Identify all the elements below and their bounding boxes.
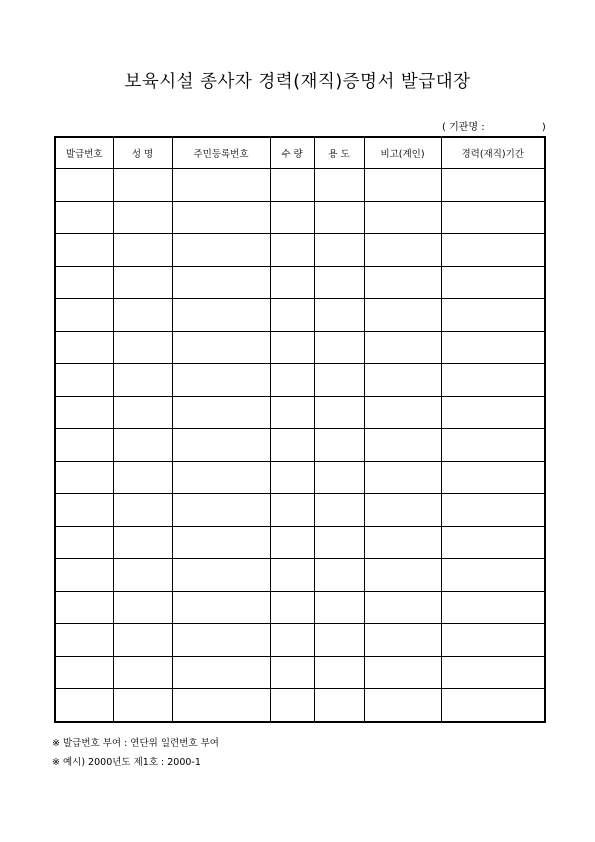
- table-row: [55, 396, 545, 429]
- table-cell[interactable]: [172, 591, 270, 624]
- table-cell[interactable]: [270, 559, 314, 592]
- table-cell[interactable]: [441, 494, 545, 527]
- table-row: [55, 429, 545, 462]
- table-cell[interactable]: [55, 396, 113, 429]
- table-cell[interactable]: [314, 461, 364, 494]
- table-cell[interactable]: [270, 299, 314, 332]
- table-cell[interactable]: [441, 169, 545, 202]
- table-cell[interactable]: [172, 364, 270, 397]
- table-cell[interactable]: [172, 559, 270, 592]
- table-cell[interactable]: [364, 526, 441, 559]
- table-cell[interactable]: [55, 526, 113, 559]
- column-header-purpose: 용 도: [314, 137, 364, 169]
- table-cell[interactable]: [314, 299, 364, 332]
- table-cell[interactable]: [314, 656, 364, 689]
- table-cell[interactable]: [113, 364, 172, 397]
- table-cell[interactable]: [55, 364, 113, 397]
- table-cell[interactable]: [441, 364, 545, 397]
- table-cell[interactable]: [441, 299, 545, 332]
- table-cell[interactable]: [113, 201, 172, 234]
- table-cell[interactable]: [364, 266, 441, 299]
- table-cell[interactable]: [172, 526, 270, 559]
- table-cell[interactable]: [441, 266, 545, 299]
- table-cell[interactable]: [270, 494, 314, 527]
- table-cell[interactable]: [270, 461, 314, 494]
- table-cell[interactable]: [55, 559, 113, 592]
- table-cell[interactable]: [314, 494, 364, 527]
- table-cell[interactable]: [172, 461, 270, 494]
- table-cell[interactable]: [55, 591, 113, 624]
- table-cell[interactable]: [113, 591, 172, 624]
- table-cell[interactable]: [55, 624, 113, 657]
- issuance-ledger-table: [54, 136, 546, 723]
- table-cell[interactable]: [364, 624, 441, 657]
- table-row: [55, 559, 545, 592]
- table-cell[interactable]: [113, 526, 172, 559]
- table-cell[interactable]: [113, 656, 172, 689]
- table-cell[interactable]: [55, 331, 113, 364]
- table-cell[interactable]: [270, 624, 314, 657]
- table-cell[interactable]: [364, 461, 441, 494]
- table-cell[interactable]: [441, 396, 545, 429]
- table-cell[interactable]: [314, 396, 364, 429]
- table-cell[interactable]: [314, 331, 364, 364]
- column-header-name: 성 명: [113, 137, 172, 169]
- table-cell[interactable]: [314, 364, 364, 397]
- table-cell[interactable]: [364, 494, 441, 527]
- table-cell[interactable]: [364, 656, 441, 689]
- table-cell[interactable]: [270, 364, 314, 397]
- table-cell[interactable]: [113, 299, 172, 332]
- table-cell[interactable]: [113, 559, 172, 592]
- table-cell[interactable]: [314, 266, 364, 299]
- table-cell[interactable]: [314, 429, 364, 462]
- table-cell[interactable]: [441, 201, 545, 234]
- table-cell[interactable]: [113, 461, 172, 494]
- table-cell[interactable]: [172, 299, 270, 332]
- table-row: [55, 494, 545, 527]
- column-header-quantity: 수 량: [270, 137, 314, 169]
- agency-name-label: ( 기관명 : ): [442, 122, 546, 133]
- table-cell[interactable]: [113, 494, 172, 527]
- table-cell[interactable]: [113, 234, 172, 267]
- column-header-issue-number: 발급번호: [55, 137, 113, 169]
- table-cell[interactable]: [172, 689, 270, 722]
- table-cell[interactable]: [364, 169, 441, 202]
- table-cell[interactable]: [314, 559, 364, 592]
- page-title: 보육시설 종사자 경력(재직)증명서 발급대장: [124, 72, 471, 92]
- table-row: [55, 299, 545, 332]
- table-row: [55, 461, 545, 494]
- table-cell[interactable]: [364, 234, 441, 267]
- table-cell[interactable]: [314, 234, 364, 267]
- table-cell[interactable]: [55, 234, 113, 267]
- table-row: [55, 364, 545, 397]
- table-cell[interactable]: [441, 526, 545, 559]
- table-cell[interactable]: [270, 396, 314, 429]
- table-row: [55, 331, 545, 364]
- table-cell[interactable]: [55, 299, 113, 332]
- table-cell[interactable]: [314, 526, 364, 559]
- table-cell[interactable]: [55, 656, 113, 689]
- table-cell[interactable]: [270, 656, 314, 689]
- table-cell[interactable]: [441, 591, 545, 624]
- table-cell[interactable]: [270, 591, 314, 624]
- table-row: [55, 591, 545, 624]
- table-cell[interactable]: [364, 429, 441, 462]
- table-cell[interactable]: [172, 396, 270, 429]
- table-row: [55, 169, 545, 202]
- table-cell[interactable]: [441, 461, 545, 494]
- table-cell[interactable]: [364, 559, 441, 592]
- table-cell[interactable]: [113, 429, 172, 462]
- table-row: [55, 201, 545, 234]
- table-cell[interactable]: [314, 689, 364, 722]
- table-cell[interactable]: [172, 201, 270, 234]
- table-cell[interactable]: [314, 591, 364, 624]
- note-example: ※ 예시) 2000년도 제1호 : 2000-1: [52, 757, 201, 768]
- table-cell[interactable]: [55, 461, 113, 494]
- table-cell[interactable]: [314, 169, 364, 202]
- table-cell[interactable]: [364, 364, 441, 397]
- column-header-resident-number: 주민등록번호: [172, 137, 270, 169]
- table-cell[interactable]: [113, 169, 172, 202]
- table-cell[interactable]: [364, 396, 441, 429]
- table-row: [55, 624, 545, 657]
- table-cell[interactable]: [314, 624, 364, 657]
- table-cell[interactable]: [113, 624, 172, 657]
- table-cell[interactable]: [364, 591, 441, 624]
- table-cell[interactable]: [270, 429, 314, 462]
- table-cell[interactable]: [172, 169, 270, 202]
- table-cell[interactable]: [270, 201, 314, 234]
- table-cell[interactable]: [441, 656, 545, 689]
- table-cell[interactable]: [55, 429, 113, 462]
- table-header-row: [55, 137, 545, 169]
- column-header-career-period: 경력(재직)기간: [441, 137, 545, 169]
- table-cell[interactable]: [172, 429, 270, 462]
- table-cell[interactable]: [55, 266, 113, 299]
- table-cell[interactable]: [172, 266, 270, 299]
- table-cell[interactable]: [270, 234, 314, 267]
- table-cell[interactable]: [441, 331, 545, 364]
- table-cell[interactable]: [172, 494, 270, 527]
- table-cell[interactable]: [55, 689, 113, 722]
- table-cell[interactable]: [113, 266, 172, 299]
- table-cell[interactable]: [441, 689, 545, 722]
- table-row: [55, 266, 545, 299]
- table-cell[interactable]: [364, 299, 441, 332]
- table-cell[interactable]: [270, 331, 314, 364]
- table-cell[interactable]: [270, 266, 314, 299]
- table-row: [55, 526, 545, 559]
- table-cell[interactable]: [441, 234, 545, 267]
- table-cell[interactable]: [55, 494, 113, 527]
- table-cell[interactable]: [270, 526, 314, 559]
- table-row: [55, 234, 545, 267]
- note-issue-number: ※ 발급번호 부여 : 연단위 일련번호 부여: [52, 738, 219, 749]
- column-header-remarks: 비고(계인): [364, 137, 441, 169]
- table-cell[interactable]: [172, 656, 270, 689]
- table-cell[interactable]: [441, 559, 545, 592]
- table-cell[interactable]: [364, 201, 441, 234]
- table-cell[interactable]: [314, 201, 364, 234]
- table-cell[interactable]: [270, 689, 314, 722]
- table-cell[interactable]: [270, 169, 314, 202]
- table-cell[interactable]: [113, 689, 172, 722]
- table-cell[interactable]: [172, 331, 270, 364]
- table-cell[interactable]: [172, 624, 270, 657]
- table-cell[interactable]: [441, 429, 545, 462]
- table-cell[interactable]: [441, 624, 545, 657]
- table-cell[interactable]: [364, 689, 441, 722]
- table-cell[interactable]: [113, 331, 172, 364]
- table-row: [55, 689, 545, 722]
- table-row: [55, 656, 545, 689]
- table-cell[interactable]: [364, 331, 441, 364]
- table-cell[interactable]: [55, 169, 113, 202]
- table-cell[interactable]: [172, 234, 270, 267]
- table-cell[interactable]: [55, 201, 113, 234]
- table-cell[interactable]: [113, 396, 172, 429]
